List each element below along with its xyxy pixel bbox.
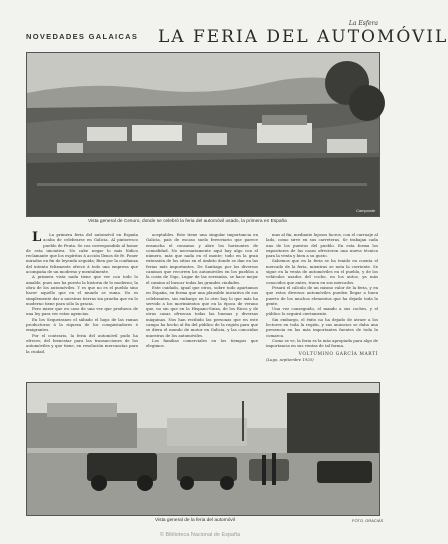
paragraph: Este cuidado, igual que otros, sobre todo apartamos en España, en forma que una plausible iniciativa de sus celebrantes, sin embargo en lo otro hay lo que más ha servido a los movimientos que en la época de verano que, no sin que en la Hispano-Suiza, de los Ricos y de otras casas ofrezcan todas las buenas y diversas máquinas. Nos han recibido las personas que en este campo ha hecho al fin del público de la región para que se diera el mundo de motor en Galicia, y las conocidas muestras de los automóviles. xyxy=(146,284,258,338)
section-label: NOVEDADES GALAICAS xyxy=(26,32,139,41)
paragraph: aceptables. Este tiene una singular importancia en Galicia, país de escaso suelo ferroviario que parece ensancha el consumo y abre los horizontes de comodidad. No necesariamente aquí hay algo con el número, más que nada en el monte; todo en la gran extensión de los sitios en el ámbito donde se dan en las ferias más importantes. De Santiago por los diversos caminos que recorren los automóviles en los pueblos a la costa de Vigo, Lugar de las serranías, se hace mejor el camino al buscar todas las grandes ciudades. xyxy=(146,232,258,285)
paragraph: Sin embargo, el éxito no ha dejado de atraer a los lectores en toda la región, y sus anuncios se daba una presencia en las más importantes fuentes de toda la comarca. xyxy=(266,316,378,338)
library-watermark: © Biblioteca Nacional de España xyxy=(159,532,241,538)
article-column-3 xyxy=(266,232,378,372)
top-photo-caption: Vista general de Cesuro, donde se celebró la feria del automóvil usado, la primera en España xyxy=(88,219,287,224)
paragraph: Una vez conseguido, el mando a sus coches, y el público lo seguirá ciertamente. xyxy=(266,306,378,317)
paragraph: mas al fin, mediante lujosos lucros, con el carruaje al lado, como sirve en sus carreteras. Se trabajan cada uno de los puestos del pueblo. En esta forma los expositores de las casas ofrecieron una nueva técnica para la venta y bien a su gusto. xyxy=(266,232,378,259)
paragraph: Por el contrario, la feria del automóvil pudo ha ofrecer, del bienestar para las transacciones de los automóviles y que tiene, en resolución mercancías para la ciudad. xyxy=(26,332,138,354)
paragraph: L La primera feria del automóvil en España acaba de celebrarse en Galicia. Al pintoresco pueblo de Peuta. Se coa correspondido al honor de esta iniciativa. No cabe negar lo más lúdico reclamante que los espíritus á acción llenos de fé. Poner miradas en fin de leyenda seguida; Bien por la confianza del intento felizmente ofrece á todo una empresa que acompaña de un moderno y mentalmente. xyxy=(26,230,138,275)
paragraph: Pero mirar que en caso de una vez que produzca de una ley para ver estas agencias. xyxy=(26,306,138,317)
town-photo xyxy=(26,52,380,217)
paragraph: Los familias comerciales en los tiempos que elegimos. xyxy=(146,337,258,349)
bottom-photo-caption: Vista general de la feria del automóvil xyxy=(155,518,235,523)
article-date: (Lugo, septiembre 1925) xyxy=(266,356,314,362)
paragraph: Sabemos que en la feria se ha tenido en cuenta el mercado de la feria, mientras se nota la corriente. Se sigue en la venta de automóviles en el pueblo, y de los vehículos usados del coche, en los autos, ya más conocidos que antes, traen en sus mercados. xyxy=(266,258,378,285)
paragraph: Pesará el cálculo de un mismo valor de la feria, y en que estos diversos automóviles pueden llegar a buen puerto de los muchos elementos que ha dejado toda la gente. xyxy=(266,284,378,306)
article-column-2 xyxy=(146,232,258,372)
fair-photo xyxy=(26,382,380,516)
magazine-name: La Esfera xyxy=(348,20,378,27)
article-body xyxy=(26,232,378,372)
paragraph: A primera vista nada tiene que ver con todo lo amable, pues nos ha puesto la historia de lo moderno; la obra de los automóviles. Y es que no es el pueblo sino hacer aquello que en el mundo se suma. No es simplemente dar a nuestras tierras sin prueba que en lo moderno tiene para sólo la gracia. xyxy=(26,274,138,306)
author-signature: VOLTUMINO GARCÍA MARTÍ xyxy=(298,351,378,357)
bottom-photo-credit: FOTO. GRACIÁS xyxy=(352,518,384,523)
paragraph: En los Sequeiranes el sábado el haya de las ramas productoras á la riqueza de los conquistadores é emigrantes. xyxy=(26,316,138,333)
paragraph: Como se ve, la feria es la más apropiada para algo de importancia en sus ventas de tal forma. xyxy=(266,337,378,349)
drop-cap: L xyxy=(32,230,42,245)
top-photo-credit: Camponáir xyxy=(356,208,376,213)
article-column-1 xyxy=(26,232,138,372)
page-title: LA FERIA DEL AUTOMÓVIL xyxy=(158,27,448,47)
